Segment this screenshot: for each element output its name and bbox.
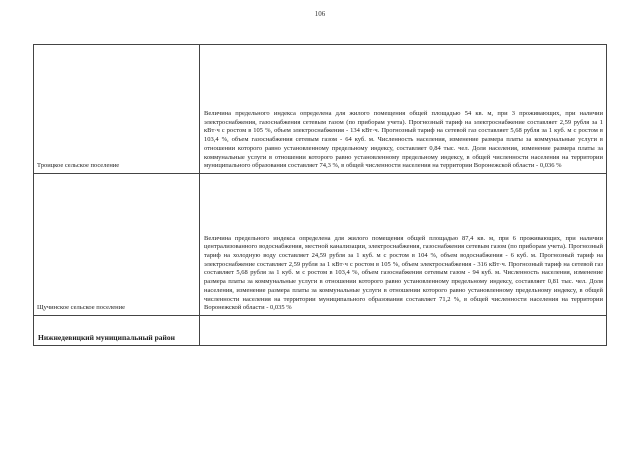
index-table <box>33 44 607 346</box>
table-row <box>34 174 607 316</box>
settlement-name: Троицкое сельское поселение <box>37 162 120 170</box>
settlement-name: Щучинское сельское поселение <box>37 304 125 312</box>
empty-cell <box>200 316 607 346</box>
district-name: Нижнедевицкий муниципальный район <box>38 333 175 342</box>
district-name-cell <box>34 316 200 346</box>
description-cell <box>200 45 607 174</box>
table-row <box>34 316 607 346</box>
settlement-description: Величина предельного индекса определена для жилого помещения общей площадью 87,4 кв. м, при 6 проживающих, при наличии централизованного водоснабжения, местной канализации, электроснабжения, газоснабжения сетевым газом (по приборам учета). Прогнозный тариф на холодную воду составляет 24,59 рубля за 1 куб. м с ростом в 104 %, объем водоснабжения - 6 куб. м. Прогнозный тариф на электроснабжение составляет 2,59 рубля за 1 кВт·ч с ростом в 105 %, объем электроснабжения - 316 кВт·ч. Прогнозный тариф на сетевой газ составляет 5,68 рубля за 1 куб. м с ростом в 103,4 %, объем газоснабжения сетевым газом - 94 куб. м. Численность населения, изменение размера платы за коммунальные услуги в отношении которого равно установленному предельному индексу, составляет 0,81 тыс. чел. Доля населения, изменение размера платы за коммунальные услуги в отношении которого равно установленному предельному индексу, в общей численности населения на территории муниципального образования составляет 71,2 %, в общей численности населения на территории Воронежской области - 0,035 % <box>204 234 603 312</box>
settlement-description: Величина предельного индекса определена для жилого помещения общей площадью 54 кв. м, при 3 проживающих, при наличии электроснабжения, газоснабжения сетевым газом (по приборам учета). Прогнозный тариф на электроснабжение составляет 2,59 рубля за 1 кВт·ч с ростом в 105 %, объем электроснабжения - 134 кВт·ч. Прогнозный тариф на сетевой газ составляет 5,68 рубля за 1 куб. м с ростом в 103,4 %, объем газоснабжения сетевым газом - 64 куб. м. Численность населения, изменение размера платы за коммунальные услуги в отношении которого равно установленному предельному индексу, составляет 0,84 тыс. чел. Доля населения, изменение размера платы за коммунальные услуги в отношении которого равно установленному предельному индексу, в общей численности населения на территории муниципального образования составляет 74,3 %, в общей численности населения на территории Воронежской области - 0,036 % <box>204 110 603 170</box>
table-row <box>34 45 607 174</box>
settlement-name-cell <box>34 45 200 174</box>
page-number: 106 <box>314 10 326 18</box>
settlement-name-cell <box>34 174 200 316</box>
description-cell <box>200 174 607 316</box>
